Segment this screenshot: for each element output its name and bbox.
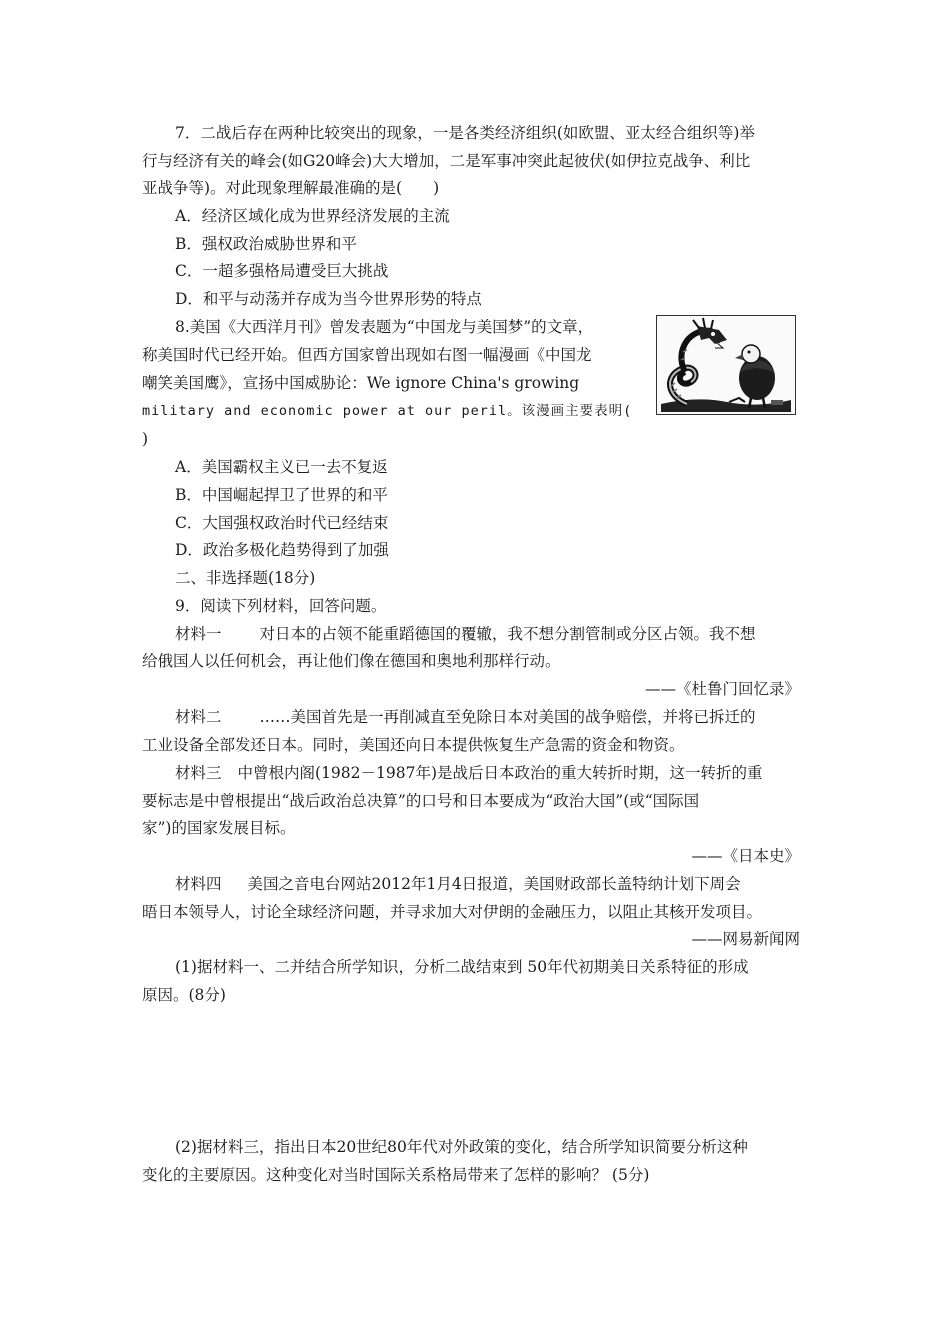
- material-2-label: 材料二: [175, 708, 222, 726]
- q8-option-b: B．中国崛起捍卫了世界的和平: [175, 486, 388, 504]
- q8-stem-line-3: 嘲笑美国鹰》，宣扬中国威胁论：We ignore China's growing: [142, 374, 580, 392]
- q8-stem-line-1: 8.美国《大西洋月刊》曾发表题为“中国龙与美国梦”的文章，: [175, 318, 594, 336]
- q8-option-d: D．政治多极化趋势得到了加强: [175, 541, 389, 559]
- cartoon-illustration: [657, 316, 795, 414]
- material-3-source: ——《日本史》: [691, 847, 800, 865]
- q7-option-c: C．一超多强格局遭受巨大挑战: [175, 262, 389, 280]
- q8-stem-line-4: military and economic power at our peril。该漫画主要表明(: [142, 403, 633, 419]
- material-1-text: 对日本的占领不能重蹈德国的覆辙，我不想分割管制或分区占领。我不想: [259, 625, 756, 643]
- q7-option-d: D．和平与动荡并存成为当今世界形势的特点: [175, 290, 482, 308]
- material-3-line-3: 家”)的国家发展目标。: [142, 819, 296, 837]
- material-3-line-2: 要标志是中曾根提出“战后政治总决算”的口号和日本要成为“政治大国”(或“国际国: [142, 792, 700, 810]
- material-4-line-1: [175, 874, 741, 894]
- sub-question-2-line-2: 变化的主要原因。这种变化对当时国际关系格局带来了怎样的影响？ (5分): [142, 1166, 650, 1184]
- dragon-eagle-cartoon: [656, 315, 796, 415]
- material-3-text: 中曾根内阁(1982－1987年)是战后日本政治的重大转折时期，这一转折的重: [237, 764, 763, 782]
- q8-option-c: C．大国强权政治时代已经结束: [175, 514, 389, 532]
- material-4-source: ——网易新闻网: [691, 930, 800, 948]
- material-3-label: 材料三: [175, 764, 222, 782]
- q7-stem-line-1: 7．二战后存在两种比较突出的现象，一是各类经济组织(如欧盟、亚太经合组织等)举: [175, 124, 755, 142]
- material-1-source: ——《杜鲁门回忆录》: [644, 680, 800, 698]
- material-4-line-2: 晤日本领导人，讨论全球经济问题，并寻求加大对伊朗的金融压力，以阻止其核开发项目。: [142, 903, 763, 921]
- material-2-line-2: 工业设备全部发还日本。同时，美国还向日本提供恢复生产急需的资金和物资。: [142, 736, 685, 754]
- q8-option-a: A．美国霸权主义已一去不复返: [175, 458, 388, 476]
- section-heading: 二、非选择题(18分): [175, 569, 316, 587]
- material-2-text: ……美国首先是一再削减直至免除日本对美国的战争赔偿，并将已拆迁的: [259, 708, 756, 726]
- sub-question-2-line-1: (2)据材料三，指出日本20世纪80年代对外政策的变化，结合所学知识简要分析这种: [175, 1138, 748, 1156]
- q7-option-b: B．强权政治威胁世界和平: [175, 235, 357, 253]
- material-4-label: 材料四: [175, 875, 222, 893]
- q7-stem-line-2: 行与经济有关的峰会(如G20峰会)大大增加，二是军事冲突此起彼伏(如伊拉克战争、利比: [142, 152, 751, 170]
- material-4-text: 美国之音电台网站2012年1月4日报道，美国财政部长盖特纳计划下周会: [247, 875, 741, 893]
- material-1-line-1: [175, 624, 756, 644]
- q8-stem-line-5: ): [142, 430, 149, 448]
- q7-stem-line-3: 亚战争等)。对此现象理解最准确的是( ): [142, 179, 440, 197]
- material-3-line-1: [175, 763, 763, 783]
- sub-question-1-line-2: 原因。(8分): [142, 986, 226, 1004]
- sub-question-1-line-1: (1)据材料一、二并结合所学知识，分析二战结束到 50年代初期美日关系特征的形成: [175, 958, 749, 976]
- q9-intro: 9．阅读下列材料，回答问题。: [175, 597, 387, 615]
- material-1-line-2: 给俄国人以任何机会，再让他们像在德国和奥地利那样行动。: [142, 652, 561, 670]
- q7-option-a: A．经济区域化成为世界经济发展的主流: [175, 207, 450, 225]
- material-1-label: 材料一: [175, 625, 222, 643]
- material-2-line-1: [175, 707, 756, 727]
- q8-stem-line-2: 称美国时代已经开始。但西方国家曾出现如右图一幅漫画《中国龙: [142, 346, 592, 364]
